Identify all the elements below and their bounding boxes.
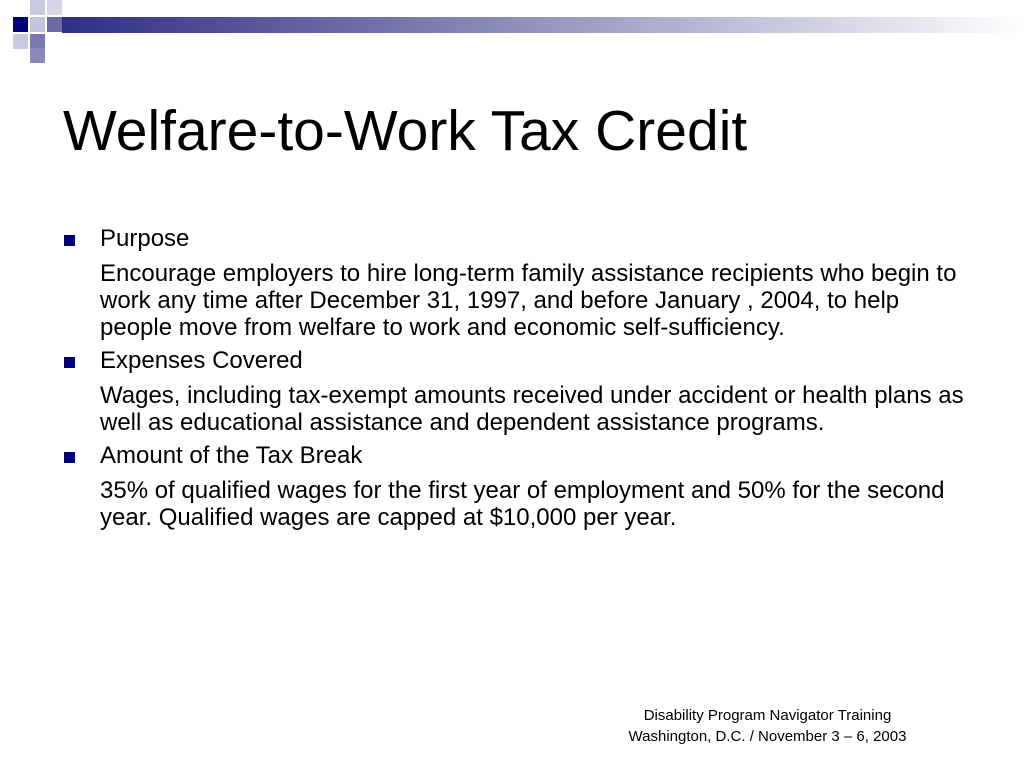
square-bullet-icon: [64, 357, 75, 368]
deco-square-light: [13, 34, 28, 49]
header-gradient-band: [62, 17, 1024, 33]
bullet-heading: Amount of the Tax Break: [100, 442, 363, 469]
deco-square-medium: [30, 48, 45, 63]
deco-square-light: [47, 0, 62, 15]
bullet-heading: Purpose: [100, 225, 190, 252]
deco-square-light: [30, 17, 45, 32]
square-bullet-icon: [64, 235, 75, 246]
footer-line-location-date: Washington, D.C. / November 3 – 6, 2003: [628, 728, 907, 745]
header-decoration: [0, 0, 1024, 64]
deco-square-dark: [13, 17, 28, 32]
bullet-description: Encourage employers to hire long-term family assistance recipients who begin to work any time after December 31, 1997, and before January , 2004, to help people move from welfare to work and economic self-sufficiency.: [100, 260, 957, 341]
slide-footer: [580, 705, 955, 747]
deco-square-light: [30, 0, 45, 15]
bullet-description: 35% of qualified wages for the first year of employment and 50% for the second year. Qualified wages are capped at $10,000 per year.: [100, 477, 945, 531]
deco-square-medium: [47, 17, 62, 32]
footer-line-event: Disability Program Navigator Training: [643, 707, 892, 724]
bullet-item-purpose: [62, 225, 967, 341]
deco-square-medium: [30, 34, 45, 49]
bullet-heading: Expenses Covered: [100, 347, 303, 374]
bullet-description: Wages, including tax-exempt amounts received under accident or health plans as well as educational assistance and dependent assistance programs.: [100, 382, 964, 436]
slide-title: Welfare-to-Work Tax Credit: [63, 99, 748, 163]
square-bullet-icon: [64, 452, 75, 463]
bullet-item-expenses-covered: [62, 347, 967, 436]
bullet-item-amount-of-tax-break: [62, 442, 967, 531]
bullet-list: [62, 225, 967, 537]
